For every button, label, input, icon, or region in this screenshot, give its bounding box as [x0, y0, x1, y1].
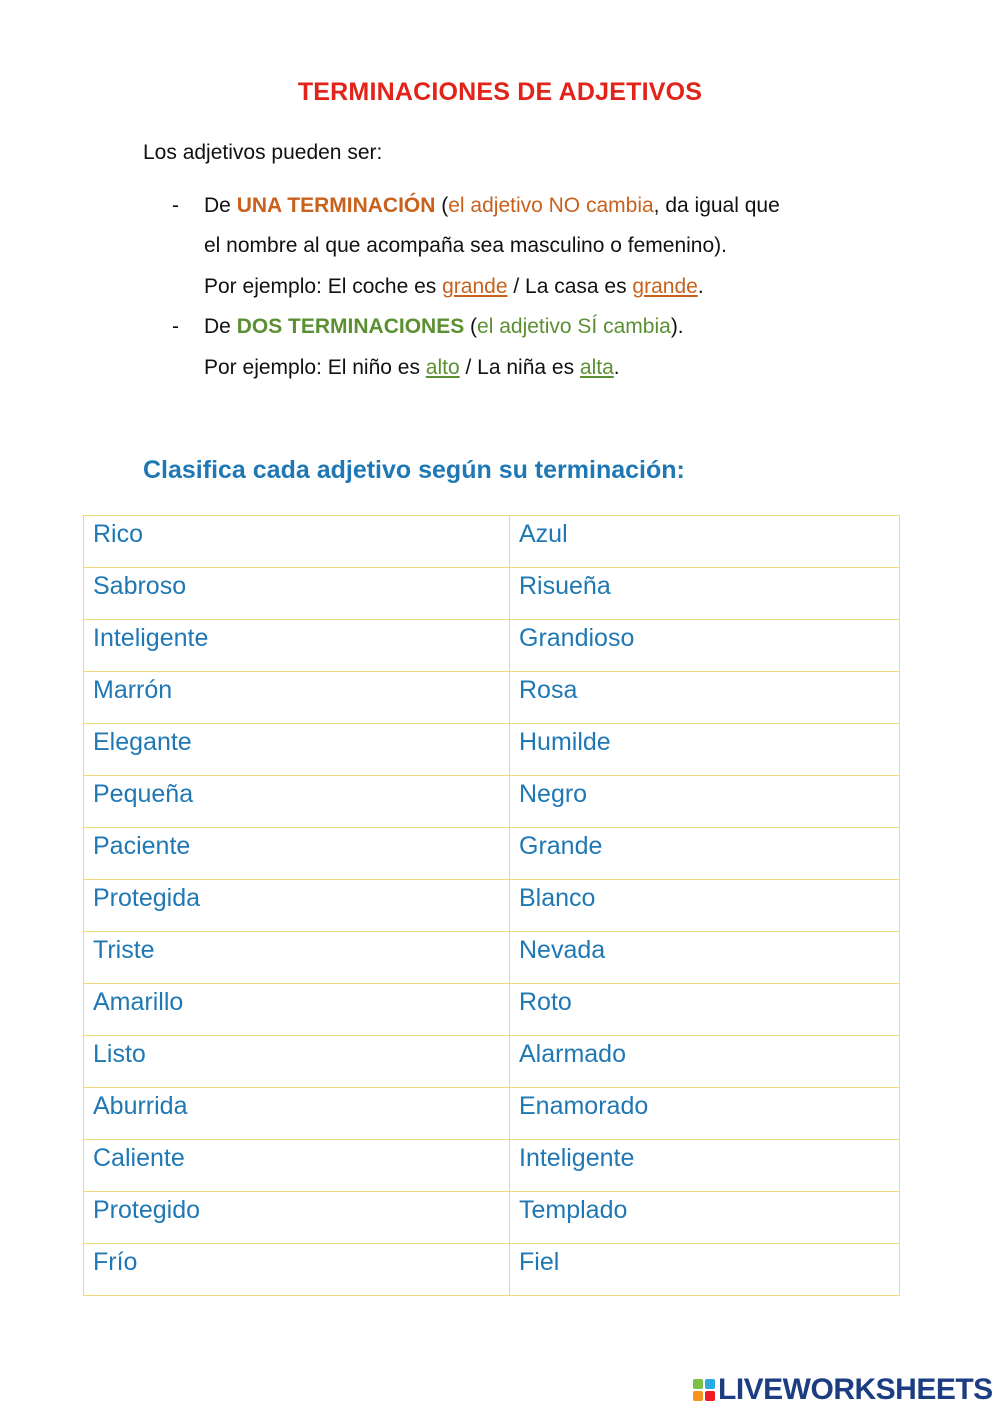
exercise-subtitle: Clasifica cada adjetivo según su terminación:	[143, 456, 685, 484]
page-title: TERMINACIONES DE ADJETIVOS	[297, 78, 703, 106]
adjective-cell-left: Protegida	[84, 880, 510, 932]
adjective-cell-right: Roto	[510, 984, 900, 1036]
table-row	[84, 672, 900, 724]
adjective-table	[83, 515, 900, 1296]
adjective-cell-right: Templado	[510, 1192, 900, 1244]
two-endings-open-paren: (	[464, 315, 478, 338]
logo-square	[705, 1391, 715, 1401]
two-endings-prefix: De	[204, 315, 237, 338]
adjective-cell-left: Triste	[84, 932, 510, 984]
one-ending-example-end: .	[697, 275, 704, 298]
one-ending-line-1	[204, 194, 780, 218]
one-ending-rest: , da igual que	[653, 194, 780, 217]
liveworksheets-logo-text: LIVEWORKSHEETS	[718, 1373, 993, 1406]
liveworksheets-logo	[693, 1372, 993, 1408]
one-ending-example-word-1: grande	[442, 275, 508, 298]
adjective-cell-left: Frío	[84, 1244, 510, 1296]
table-row	[84, 1036, 900, 1088]
table-row	[84, 932, 900, 984]
logo-square	[693, 1379, 703, 1389]
bullet-dash-two-endings: -	[172, 315, 179, 338]
adjective-cell-right: Enamorado	[510, 1088, 900, 1140]
table-row	[84, 828, 900, 880]
adjective-cell-left: Amarillo	[84, 984, 510, 1036]
two-endings-label: DOS TERMINACIONES	[236, 315, 465, 338]
adjective-cell-left: Listo	[84, 1036, 510, 1088]
table-row	[84, 984, 900, 1036]
table-row	[84, 776, 900, 828]
bullet-dash-one-ending: -	[172, 194, 179, 217]
adjective-cell-right: Inteligente	[510, 1140, 900, 1192]
two-endings-example-prefix: Por ejemplo: El niño es	[204, 356, 426, 379]
two-endings-example-word-1: alto	[425, 356, 460, 379]
one-ending-example-mid: / La casa es	[507, 275, 633, 298]
table-row	[84, 1192, 900, 1244]
adjective-cell-right: Nevada	[510, 932, 900, 984]
logo-square	[705, 1379, 715, 1389]
two-endings-example	[204, 356, 620, 380]
adjective-cell-left: Aburrida	[84, 1088, 510, 1140]
adjective-table-body	[84, 516, 900, 1296]
table-row	[84, 724, 900, 776]
two-endings-note: el adjetivo SÍ cambia	[477, 315, 671, 338]
two-endings-example-word-2: alta	[579, 356, 614, 379]
adjective-cell-right: Grande	[510, 828, 900, 880]
one-ending-label: UNA TERMINACIÓN	[236, 194, 436, 217]
liveworksheets-logo-icon	[693, 1379, 715, 1401]
one-ending-example	[204, 275, 704, 299]
adjective-cell-left: Marrón	[84, 672, 510, 724]
table-row	[84, 1140, 900, 1192]
table-row	[84, 1088, 900, 1140]
adjective-cell-left: Inteligente	[84, 620, 510, 672]
table-row	[84, 620, 900, 672]
adjective-cell-left: Elegante	[84, 724, 510, 776]
table-row	[84, 880, 900, 932]
adjective-cell-right: Rosa	[510, 672, 900, 724]
one-ending-example-prefix: Por ejemplo: El coche es	[204, 275, 443, 298]
adjective-cell-right: Azul	[510, 516, 900, 568]
table-row	[84, 516, 900, 568]
adjective-cell-left: Caliente	[84, 1140, 510, 1192]
intro-text: Los adjetivos pueden ser:	[143, 141, 383, 164]
adjective-cell-left: Rico	[84, 516, 510, 568]
table-row	[84, 1244, 900, 1296]
one-ending-prefix: De	[204, 194, 237, 217]
adjective-cell-right: Alarmado	[510, 1036, 900, 1088]
table-row	[84, 568, 900, 620]
adjective-cell-left: Sabroso	[84, 568, 510, 620]
adjective-cell-right: Humilde	[510, 724, 900, 776]
adjective-cell-right: Grandioso	[510, 620, 900, 672]
adjective-cell-right: Blanco	[510, 880, 900, 932]
logo-square	[693, 1391, 703, 1401]
adjective-cell-right: Risueña	[510, 568, 900, 620]
two-endings-line-1	[204, 315, 684, 339]
adjective-cell-right: Fiel	[510, 1244, 900, 1296]
one-ending-note: el adjetivo NO cambia	[448, 194, 654, 217]
adjective-cell-left: Pequeña	[84, 776, 510, 828]
adjective-cell-left: Protegido	[84, 1192, 510, 1244]
one-ending-line-2: el nombre al que acompaña sea masculino o femenino).	[204, 234, 727, 257]
two-endings-example-mid: / La niña es	[459, 356, 580, 379]
one-ending-open-paren: (	[435, 194, 449, 217]
one-ending-example-word-2: grande	[632, 275, 698, 298]
two-endings-close: ).	[670, 315, 684, 338]
adjective-cell-right: Negro	[510, 776, 900, 828]
two-endings-example-end: .	[613, 356, 620, 379]
adjective-cell-left: Paciente	[84, 828, 510, 880]
